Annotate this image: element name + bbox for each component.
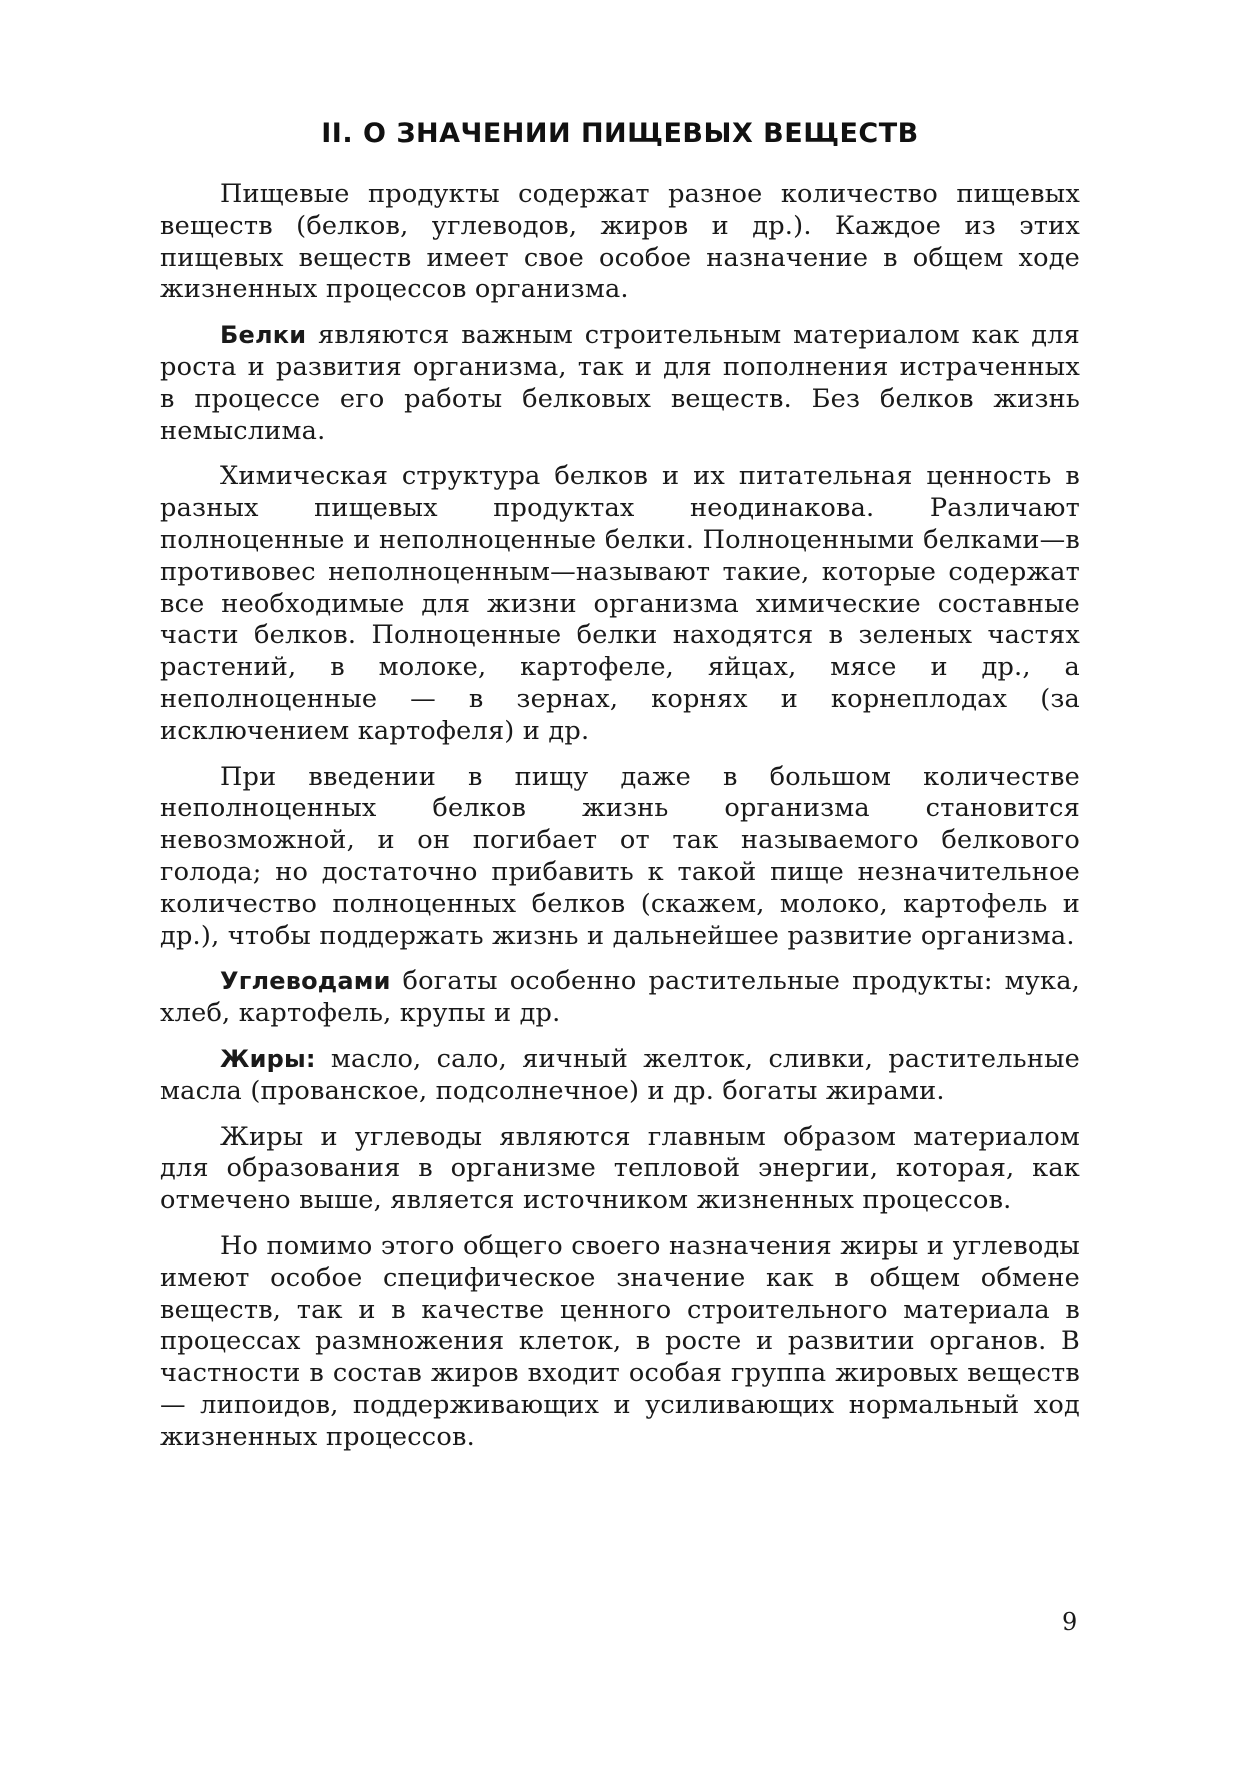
paragraph-text: масло, сало, яичный желток, сливки, растительные масла (прованское, подсолнечное) и др. богаты жирами. <box>160 1043 1080 1106</box>
paragraph-carbohydrates <box>160 966 1080 1030</box>
page-title: II. О ЗНАЧЕНИИ ПИЩЕВЫХ ВЕЩЕСТВ <box>321 118 919 149</box>
paragraph-proteins <box>160 320 1080 447</box>
page-content <box>160 118 1080 1467</box>
paragraph-specific-role <box>160 1231 1080 1454</box>
paragraph-text: Химическая структура белков и их питательная ценность в разных пищевых продуктах неодинакова. Различают полноценные и неполноценные белки. Полноценными белками—в противовес неполноценным—называют такие, которые содержат все необходимые для жизни организма химические составные части белков. Полноценные белки находятся в зеленых частях растений, в молоке, картофеле, яйцах, мясе и др., а неполноценные — в зернах, корнях и корнеплодах (за исключением картофеля) и др. <box>160 461 1080 746</box>
paragraph-text: являются важным строительным материалом как для роста и развития организма, так и для пополнения истраченных в процессе его работы белковых веществ. Без белков жизнь немыслима. <box>160 320 1080 446</box>
paragraph-lead-term: Белки <box>220 321 307 350</box>
paragraph-fats <box>160 1044 1080 1108</box>
paragraph-lead-term: Жиры: <box>220 1044 316 1073</box>
paragraph-text: Но помимо этого общего своего назначения жиры и углеводы имеют особое специфическое значение как в общем обмене веществ, так и в качестве ценного строительного материала в процессах размножения клеток, в росте и развитии органов. В частности в состав жиров входит особая группа жировых веществ — липоидов, поддерживающих и усиливающих нормальный ход жизненных процессов. <box>160 1230 1080 1452</box>
paragraph-protein-deficiency <box>160 762 1080 953</box>
page-number: 9 <box>1062 1608 1078 1636</box>
paragraph-lead-term: Углеводами <box>220 967 391 996</box>
paragraph-text: Жиры и углеводы являются главным образом материалом для образования в организме тепловой энергии, которая, как отмечено выше, является источником жизненных процессов. <box>160 1121 1080 1216</box>
paragraph-text: При введении в пищу даже в большом количестве неполноценных белков жизнь организма становится невозможной, и он погибает от так называемого белкового голода; но достаточно прибавить к такой пище незначительное количество полноценных белков (скажем, молоко, картофель и др.), чтобы поддержать жизнь и дальнейшее развитие организма. <box>160 761 1080 951</box>
paragraph-protein-structure <box>160 461 1080 747</box>
paragraph-intro <box>160 179 1080 306</box>
paragraph-text: Пищевые продукты содержат разное количество пищевых веществ (белков, углеводов, жиров и др.). Каждое из этих пищевых веществ имеет свое особое назначение в общем ходе жизненных процессов организма. <box>160 179 1080 305</box>
paragraph-energy <box>160 1122 1080 1217</box>
paragraph-text: богаты особенно растительные продукты: мука, хлеб, картофель, крупы и др. <box>160 966 1080 1029</box>
